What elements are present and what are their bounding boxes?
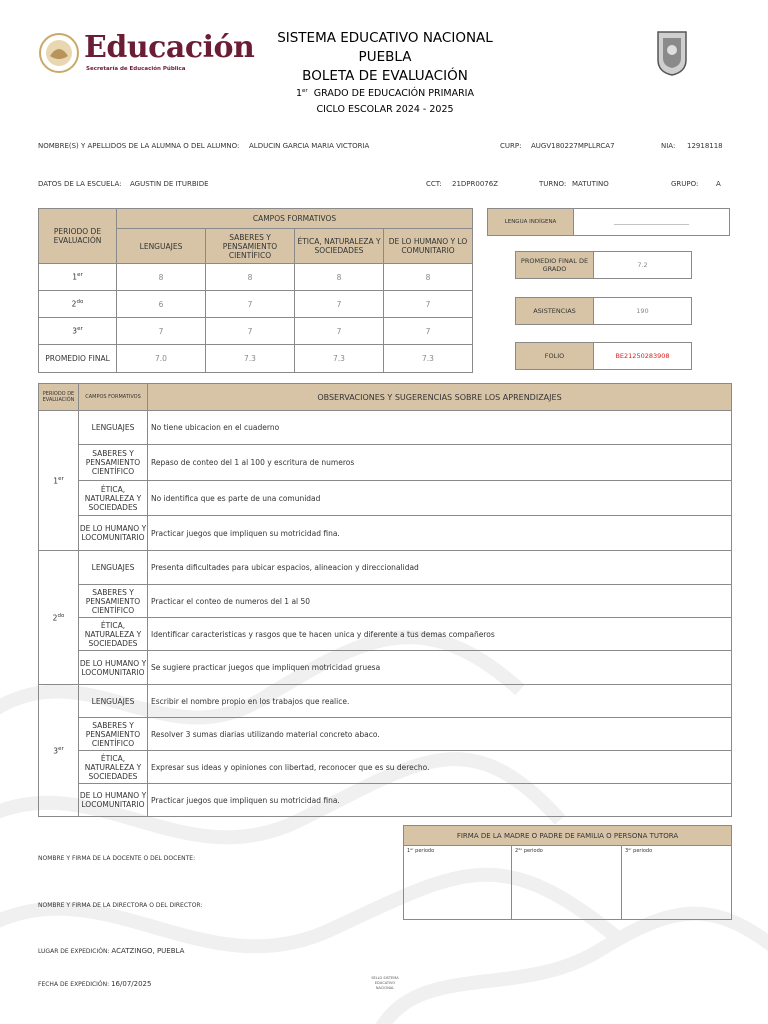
title-system: SISTEMA EDUCATIVO NACIONAL [277,30,493,46]
table-row [39,651,732,685]
date-label: FECHA DE EXPEDICIÓN: 16/07/2025 [38,980,152,988]
obs-note: No identifica que es parte de una comunidad [148,481,732,516]
tutor-signature-table [403,825,732,920]
obs-note: Repaso de conteo del 1 al 100 y escritura de numeros [148,445,732,481]
obs-note: No tiene ubicacion en el cuaderno [148,411,732,445]
obs-note: Practicar el conteo de numeros del 1 al 50 [148,585,732,618]
obs-field-cell: ÉTICA, NATURALEZA Y SOCIEDADES [79,481,148,516]
obs-note: Resolver 3 sumas diarias utilizando material concreto abaco. [148,718,732,751]
period-cell: 1er [39,264,117,291]
grades-period-header: PERIODO DE EVALUACIÓN [39,209,117,264]
student-name-label: NOMBRE(S) Y APELLIDOS DE LA ALUMNA O DEL ALUMNO: [38,142,240,150]
school-cycle: CICLO ESCOLAR 2024 - 2025 [316,104,454,115]
place-value: ACATZINGO, PUEBLA [111,947,185,955]
obs-field-cell: ÉTICA, NATURALEZA Y SOCIEDADES [79,751,148,784]
cct-value: 21DPR0076Z [452,180,498,188]
school-name: AGUSTIN DE ITURBIDE [130,180,209,188]
col-etica: ÉTICA, NATURALEZA Y SOCIEDADES [295,229,384,264]
mexico-emblem-icon [38,32,80,74]
col-saberes: SABERES Y PENSAMIENTO CIENTÍFICO [206,229,295,264]
obs-note: Se sugiere practicar juegos que impliquen motricidad gruesa [148,651,732,685]
tutor-signature-period-1: 1ᵉʳ periodo [404,846,512,920]
grade-cell: 7 [295,318,384,345]
promedio-final-box [515,251,692,279]
col-lenguajes: LENGUAJES [117,229,206,264]
period-cell: 3er [39,318,117,345]
grade-cell: 8 [117,264,206,291]
grades-fields-header: CAMPOS FORMATIVOS [117,209,473,229]
grade-cell: 7 [384,291,473,318]
observations-table [38,383,732,817]
obs-period-cell: $2^{do}$ [39,551,79,685]
average-label: PROMEDIO FINAL [39,345,117,373]
cct-label: CCT: [426,180,442,188]
obs-field-cell: DE LO HUMANO Y LOCOMUNITARIO [79,784,148,817]
table-row [39,718,732,751]
turno-label: TURNO: [539,180,567,188]
obs-field-cell: LENGUAJES [79,411,148,445]
table-row [39,318,473,345]
table-row [39,481,732,516]
logo-text: Educación [84,30,255,65]
lengua-value: ______________________________ [574,209,730,236]
table-row [39,291,473,318]
average-cell: 7.3 [295,345,384,373]
promedio-label: PROMEDIO FINAL DE GRADO [516,252,594,279]
folio-value: BE21250283908 [594,343,692,370]
table-row [39,516,732,551]
obs-note: Practicar juegos que impliquen su motricidad fina. [148,784,732,817]
obs-note: Identificar caracteristicas y rasgos que te hacen unica y diferente a tus demas compañeros [148,618,732,651]
obs-field-cell: SABERES Y PENSAMIENTO CIENTÍFICO [79,718,148,751]
table-row [39,618,732,651]
grades-table [38,208,473,373]
col-humano: DE LO HUMANO Y LO COMUNITARIO [384,229,473,264]
asistencias-label: ASISTENCIAS [516,298,594,325]
obs-note: Practicar juegos que impliquen su motricidad fina. [148,516,732,551]
lengua-label: LENGUA INDÍGENA [488,209,574,236]
teacher-signature-label: NOMBRE Y FIRMA DE LA DOCENTE O DEL DOCENTE: [38,855,196,862]
table-row [39,345,473,373]
grupo-label: GRUPO: [671,180,699,188]
director-signature-label: NOMBRE Y FIRMA DE LA DIRECTORA O DEL DIRECTOR: [38,902,203,909]
table-row [39,585,732,618]
period-cell: $2^{do}$ [39,291,117,318]
grade-cell: 7 [295,291,384,318]
grade-cell: 7 [206,291,295,318]
grade-cell: 7 [206,318,295,345]
grade-cell: 7 [384,318,473,345]
table-row [39,264,473,291]
place-label: LUGAR DE EXPEDICIÓN: ACATZINGO, PUEBLA [38,947,185,955]
nia-value: 12918118 [687,142,723,150]
grade-cell: 8 [295,264,384,291]
table-row [39,685,732,718]
obs-field-cell: SABERES Y PENSAMIENTO CIENTÍFICO [79,585,148,618]
school-label: DATOS DE LA ESCUELA: [38,180,122,188]
average-cell: 7.0 [117,345,206,373]
tutor-signature-header: FIRMA DE LA MADRE O PADRE DE FAMILIA O PERSONA TUTORA [404,826,732,846]
lengua-indigena-box [487,208,730,236]
asistencias-value: 190 [594,298,692,325]
table-row [39,445,732,481]
obs-field-cell: DE LO HUMANO Y LOCOMUNITARIO [79,651,148,685]
folio-box [515,342,692,370]
obs-field-cell: ÉTICA, NATURALEZA Y SOCIEDADES [79,618,148,651]
turno-value: MATUTINO [572,180,609,188]
obs-period-cell: 3er [39,685,79,817]
obs-field-cell: LENGUAJES [79,685,148,718]
obs-period-header: PERIODO DE EVALUACIÓN [39,384,79,411]
folio-label: FOLIO [516,343,594,370]
grade-cell: 8 [384,264,473,291]
grade-cell: 6 [117,291,206,318]
tutor-signature-period-2: 2ᵈᵒ periodo [512,846,622,920]
tutor-signature-period-3: 3ᵉʳ periodo [622,846,732,920]
title-document: BOLETA DE EVALUACIÓN [302,68,468,84]
obs-header: OBSERVACIONES Y SUGERENCIAS SOBRE LOS APRENDIZAJES [148,384,732,411]
obs-field-cell: LENGUAJES [79,551,148,585]
grade-cell: 8 [206,264,295,291]
obs-fields-header: CAMPOS FORMATIVOS [79,384,148,411]
obs-note: Expresar sus ideas y opiniones con libertad, reconocer que es su derecho. [148,751,732,784]
table-row [39,551,732,585]
obs-note: Escribir el nombre propio en los trabajos que realice. [148,685,732,718]
asistencias-box [515,297,692,325]
official-seal-text: SELLO SISTEMA EDUCATIVO NACIONAL [371,976,399,990]
grade-cell: 7 [117,318,206,345]
curp-value: AUGV180227MPLLRCA7 [531,142,615,150]
student-name: ALDUCIN GARCIA MARIA VICTORIA [249,142,370,150]
obs-period-cell: 1er [39,411,79,551]
grade-line: 1er GRADO DE EDUCACIÓN PRIMARIA [296,88,474,100]
obs-field-cell: DE LO HUMANO Y LOCOMUNITARIO [79,516,148,551]
logo-subtitle: Secretaría de Educación Pública [86,66,186,72]
puebla-seal-icon [655,28,689,76]
obs-field-cell: SABERES Y PENSAMIENTO CIENTÍFICO [79,445,148,481]
title-state: PUEBLA [358,49,412,65]
average-cell: 7.3 [384,345,473,373]
nia-label: NIA: [661,142,676,150]
grupo-value: A [716,180,721,188]
average-cell: 7.3 [206,345,295,373]
obs-note: Presenta dificultades para ubicar espacios, alineacion y direccionalidad [148,551,732,585]
table-row [39,411,732,445]
promedio-value: 7.2 [594,252,692,279]
curp-label: CURP: [500,142,522,150]
table-row [39,751,732,784]
table-row [39,784,732,817]
date-value: 16/07/2025 [111,980,152,988]
